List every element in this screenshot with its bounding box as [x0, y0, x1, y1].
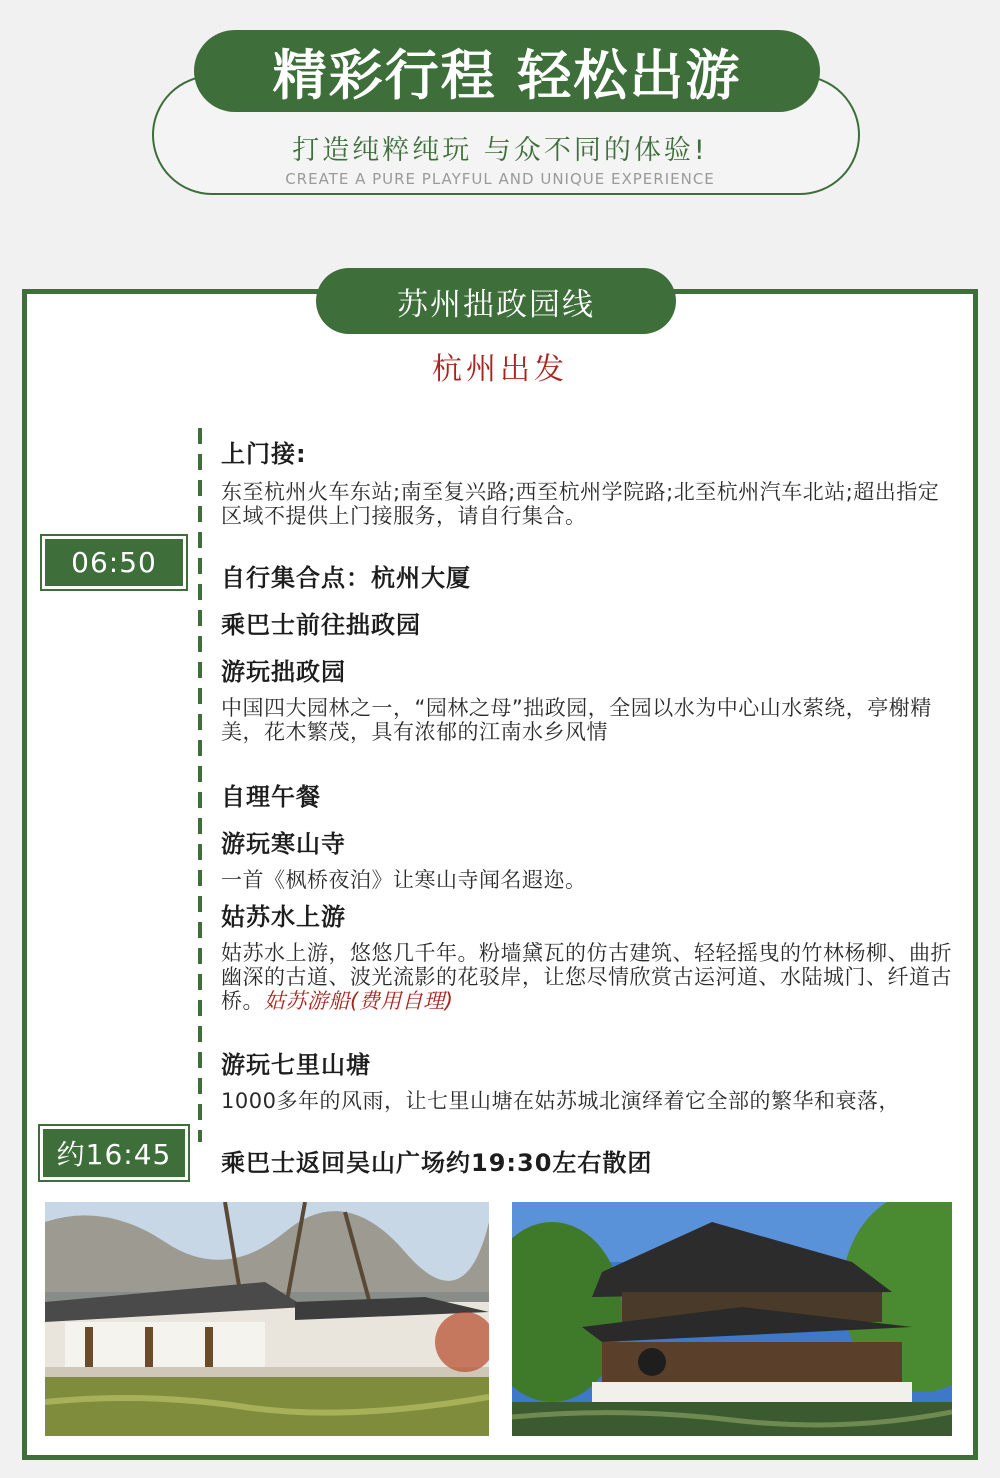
banner-subtitle-en: CREATE A PURE PLAYFUL AND UNIQUE EXPERIENCE — [285, 170, 715, 188]
item-body-shantang: 1000多年的风雨，让七里山塘在姑苏城北演绎着它全部的繁华和衰落， — [221, 1089, 900, 1113]
time-badge-start — [40, 534, 188, 591]
item-body-water-tour — [221, 941, 956, 1013]
banner-title: 精彩行程 轻松出游 — [272, 42, 742, 107]
item-heading-hanshan-temple: 游玩寒山寺 — [221, 830, 346, 858]
route-name: 苏州拙政园线 — [316, 268, 676, 334]
boat-fee-note: 姑苏游船(费用自理) — [264, 989, 454, 1013]
item-heading-meeting-point: 自行集合点：杭州大厦 — [221, 564, 471, 592]
item-heading-lunch: 自理午餐 — [221, 783, 321, 811]
item-heading-pickup: 上门接: — [221, 440, 307, 468]
time-badge-return — [38, 1124, 190, 1182]
item-heading-bus: 乘巴士前往拙政园 — [221, 611, 421, 639]
banner-subtitle: 打造纯粹纯玩 与众不同的体验! — [292, 135, 708, 166]
item-heading-water-tour: 姑苏水上游 — [221, 903, 346, 931]
time-badge-start-label: 06:50 — [45, 539, 183, 586]
time-badge-return-label: 约16:45 — [43, 1129, 185, 1177]
banner-pill — [194, 30, 820, 112]
garden-photo-left — [45, 1202, 489, 1436]
item-body-water-tour-text: 姑苏水上游，悠悠几千年。粉墙黛瓦的仿古建筑、轻轻摇曳的竹林杨柳、曲折幽深的古道、波光流影的花驳岸，让您尽情欣赏古运河道、水陆城门、纤道古桥。 — [221, 941, 952, 1013]
garden-photo-right — [512, 1202, 952, 1436]
item-body-hanshan-temple: 一首《枫桥夜泊》让寒山寺闻名遐迩。 — [221, 868, 587, 892]
item-heading-shantang: 游玩七里山塘 — [221, 1051, 371, 1079]
item-body-humble-garden: 中国四大园林之一，“园林之母”拙政园，全园以水为中心山水萦绕，亭榭精美，花木繁茂，具有浓郁的江南水乡风情 — [221, 696, 932, 744]
item-heading-return: 乘巴士返回吴山广场约19:30左右散团 — [221, 1149, 653, 1177]
item-body-pickup: 东至杭州火车东站;南至复兴路;西至杭州学院路;北至杭州汽车北站;超出指定区域不提供上门接服务，请自行集合。 — [221, 480, 940, 528]
timeline-dashed-line — [198, 428, 202, 1142]
item-heading-humble-garden: 游玩拙政园 — [221, 658, 346, 686]
departure-city: 杭州出发 — [432, 352, 568, 387]
